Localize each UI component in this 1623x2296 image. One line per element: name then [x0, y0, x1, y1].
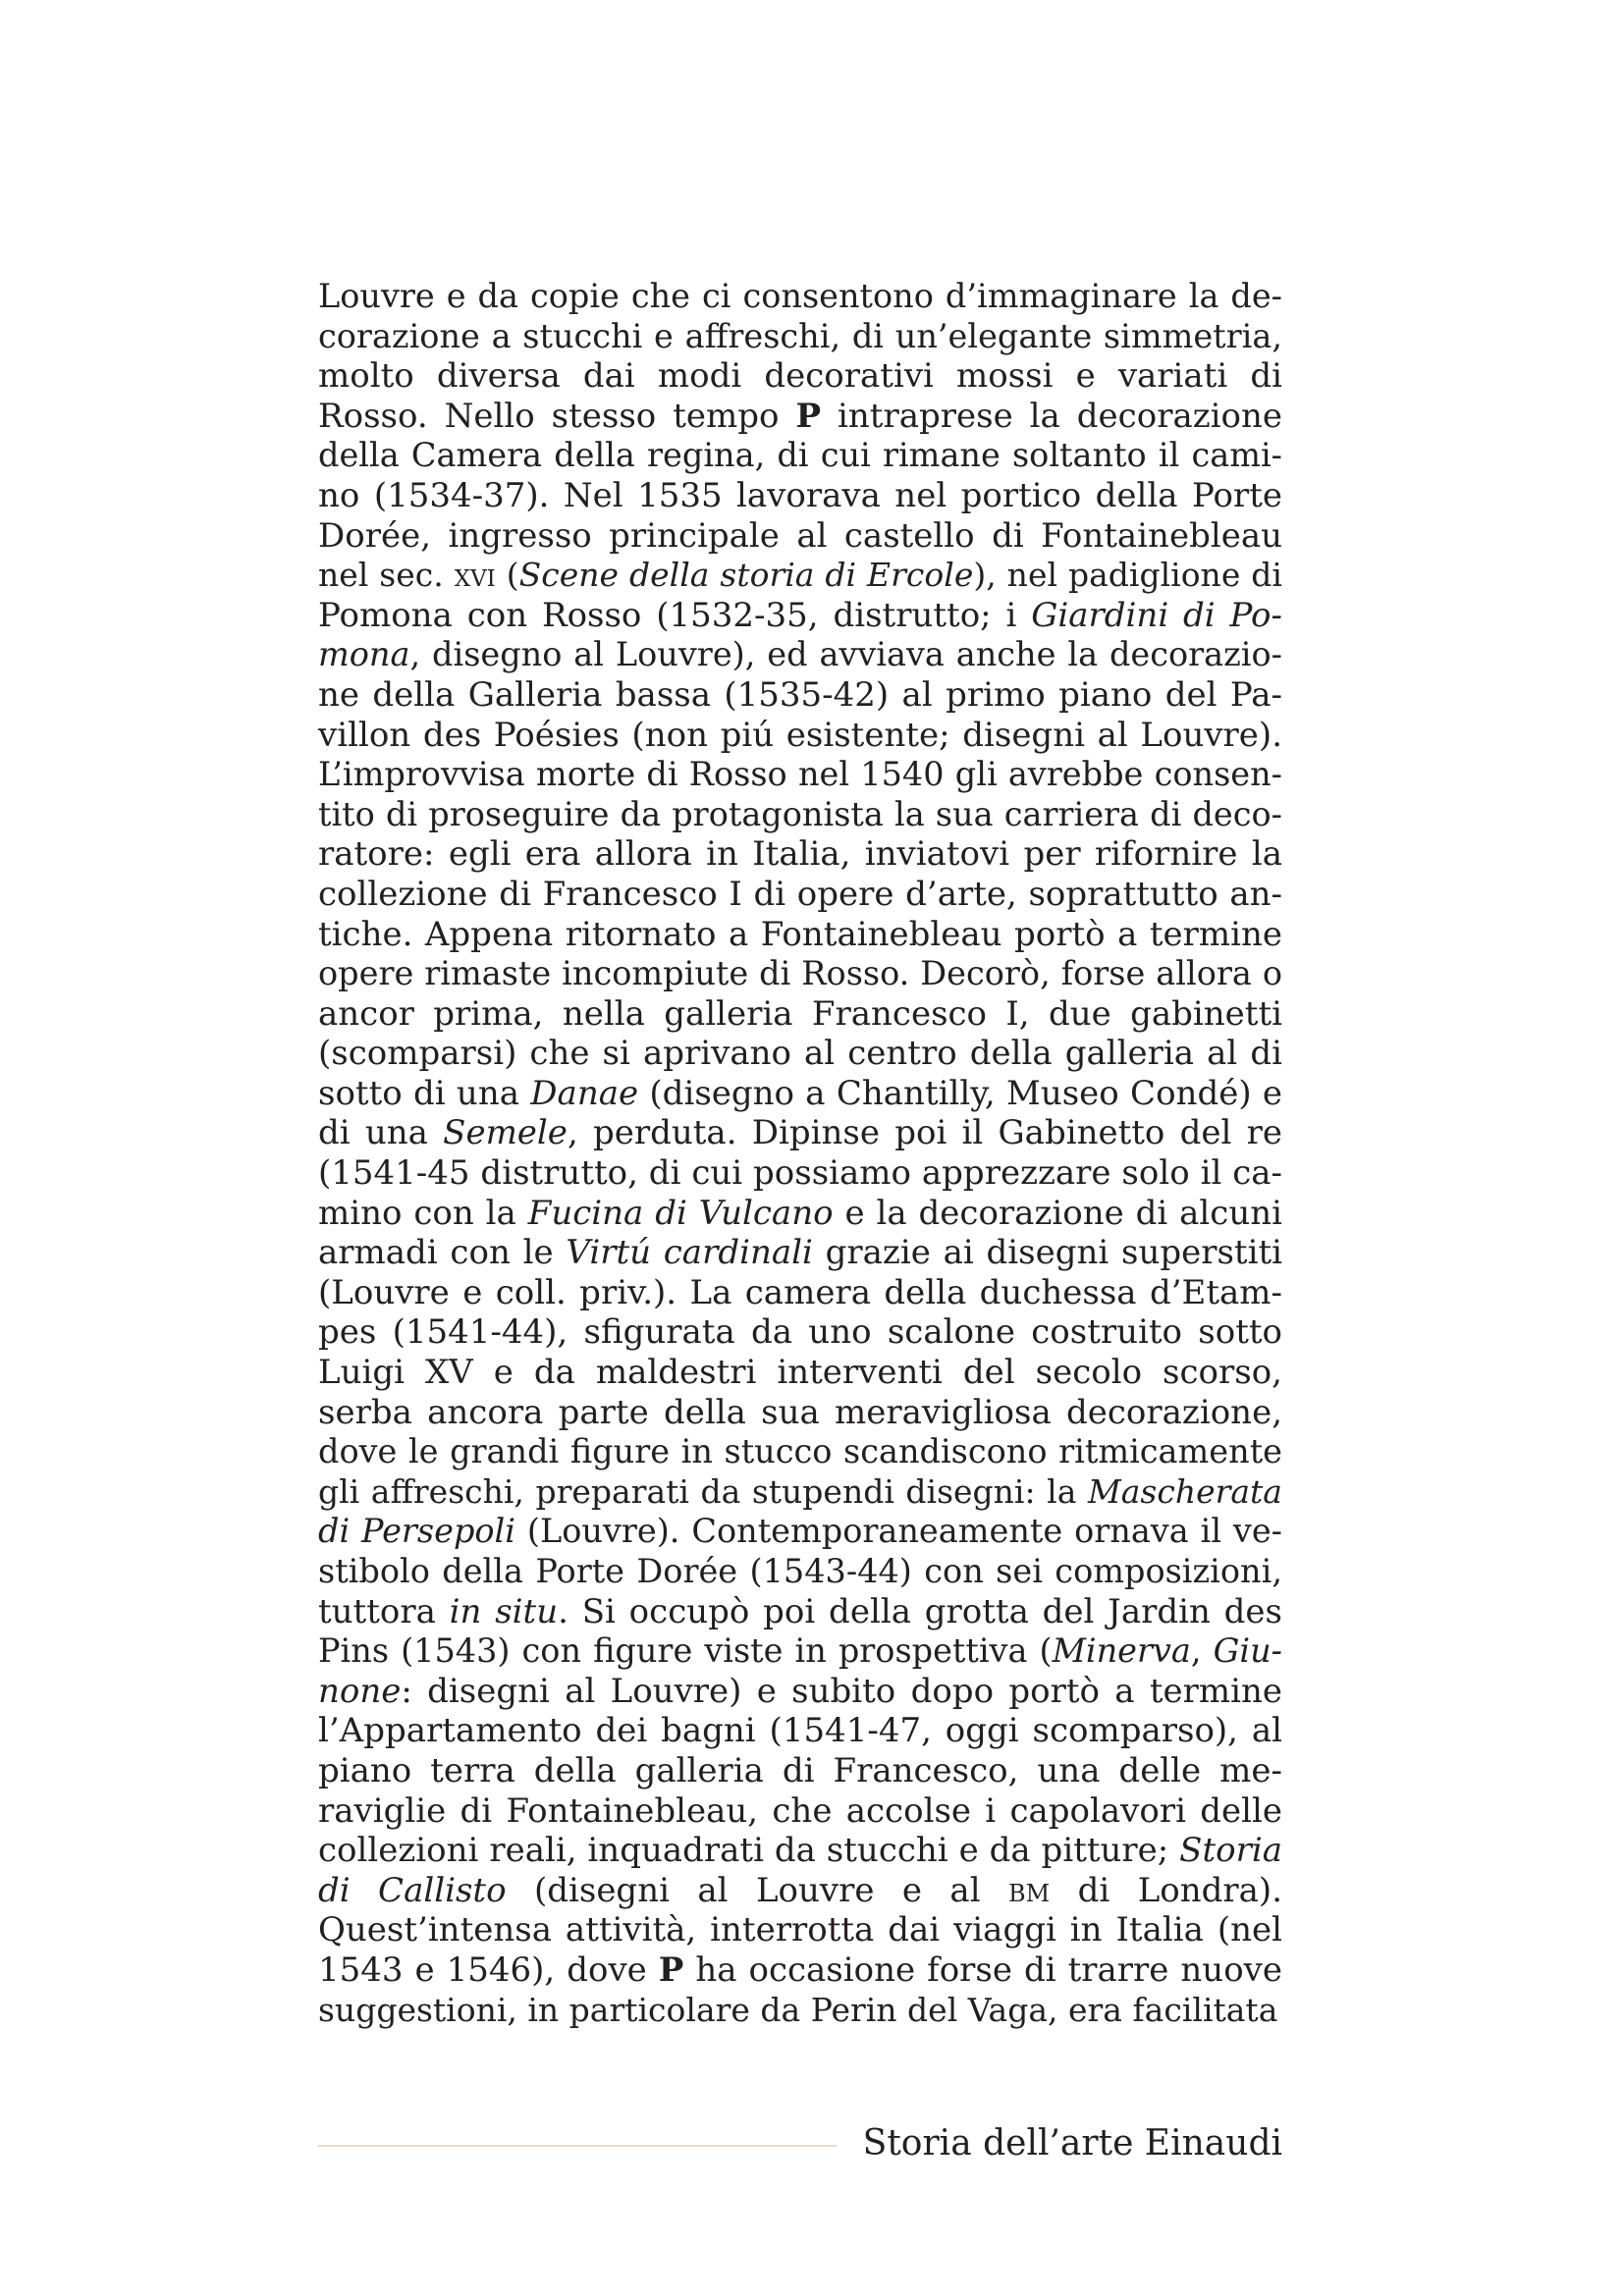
- text-segment: : disegni al Louvre) e subito dopo portò a termine: [401, 1671, 1282, 1711]
- text-line: [318, 1791, 1282, 1832]
- text-line: [318, 1552, 1282, 1592]
- text-segment: Storia: [1179, 1831, 1282, 1871]
- footer-title: Storia dell’arte Einaudi: [862, 2123, 1282, 2163]
- text-line: [318, 1393, 1282, 1433]
- text-segment: tiche. Appena ritornato a Fontainebleau portò a termine: [318, 914, 1282, 954]
- text-line: [318, 1312, 1282, 1353]
- text-segment: Virtú cardinali: [566, 1233, 813, 1273]
- text-segment: Luigi XV e da maldestri interventi del secolo scorso,: [318, 1353, 1282, 1393]
- text-line: [318, 516, 1282, 557]
- text-line: [318, 1113, 1282, 1153]
- text-segment: in situ: [449, 1591, 559, 1631]
- text-segment: di Callisto: [318, 1870, 507, 1910]
- text-segment: 1543 e 1546), dove: [318, 1949, 659, 1990]
- text-line: [318, 1711, 1282, 1751]
- text-line: [318, 795, 1282, 835]
- text-segment: L’improvvisa morte di Rosso nel 1540 gli avrebbe consen-: [318, 755, 1282, 794]
- text-segment: (disegno a Chantilly, Museo Condé) e: [638, 1073, 1282, 1113]
- text-segment: ratore: egli era allora in Italia, inviatovi per rifornire la: [318, 834, 1282, 875]
- text-segment: l’Appartamento dei bagni (1541-47, oggi scomparso), al: [318, 1711, 1282, 1751]
- text-line: [318, 1432, 1282, 1472]
- text-segment: collezione di Francesco I di opere d’arte, soprattutto an-: [318, 874, 1282, 914]
- text-line: [318, 1512, 1282, 1552]
- text-segment: Dorée, ingresso principale al castello di Fontainebleau: [318, 515, 1282, 556]
- text-line: [318, 1950, 1282, 1991]
- text-line: [318, 1991, 1282, 2031]
- text-line: [318, 1353, 1282, 1393]
- text-segment: intraprese la decorazione: [821, 396, 1282, 436]
- text-segment: molto diversa dai modi decorativi mossi e variati di: [318, 356, 1282, 397]
- text-segment: Minerva: [1052, 1631, 1191, 1671]
- text-segment: ha occasione forse di trarre nuove: [683, 1949, 1282, 1990]
- text-segment: Danae: [530, 1073, 639, 1113]
- text-line: [318, 436, 1282, 476]
- text-line: [318, 1153, 1282, 1194]
- text-line: [318, 1910, 1282, 1950]
- text-segment: Semele: [443, 1113, 568, 1153]
- text-segment: ,: [1190, 1631, 1214, 1671]
- text-segment: tuttora: [318, 1591, 450, 1631]
- text-segment: nel sec.: [318, 556, 455, 595]
- text-line: [318, 716, 1282, 756]
- text-line: [318, 317, 1282, 357]
- text-line: [318, 1273, 1282, 1313]
- text-line: [318, 1074, 1282, 1114]
- text-segment: no (1534-37). Nel 1535 lavorava nel portico della Porte: [318, 475, 1282, 515]
- text-segment: serba ancora parte della sua meravigliosa decorazione,: [318, 1392, 1282, 1432]
- text-line: [318, 1592, 1282, 1632]
- text-line: [318, 1194, 1282, 1234]
- text-line: [318, 397, 1282, 437]
- text-segment: Rosso. Nello stesso tempo: [318, 396, 796, 436]
- text-segment: Quest’intensa attività, interrotta dai viaggi in Italia (nel: [318, 1910, 1282, 1950]
- text-line: [318, 596, 1282, 636]
- text-line: [318, 1672, 1282, 1712]
- text-segment: grazie ai disegni superstiti: [812, 1233, 1283, 1273]
- text-segment: (1541-45 distrutto, di cui possiamo apprezzare solo il ca-: [318, 1153, 1282, 1194]
- body-text: [318, 277, 1282, 2030]
- text-segment: raviglie di Fontainebleau, che accolse i capolavori delle: [318, 1790, 1282, 1831]
- text-line: [318, 954, 1282, 994]
- text-segment: none: [318, 1671, 402, 1711]
- text-segment: corazione a stucchi e affreschi, di un’elegante simmetria,: [318, 316, 1282, 355]
- text-segment: (Louvre e coll. priv.). La camera della duchessa d’Etam-: [318, 1272, 1282, 1312]
- text-line: [318, 675, 1282, 716]
- text-line: [318, 635, 1282, 675]
- text-segment: P: [658, 1949, 684, 1990]
- text-segment: pes (1541-44), sfigurata da uno scalone costruito sotto: [318, 1312, 1282, 1353]
- text-line: [318, 915, 1282, 955]
- text-line: [318, 1751, 1282, 1791]
- text-segment: , disegno al Louvre), ed avviava anche la decorazio-: [409, 635, 1282, 674]
- text-line: [318, 356, 1282, 397]
- text-segment: xvi: [454, 556, 496, 595]
- text-segment: tito di proseguire da protagonista la sua carriera di deco-: [318, 794, 1282, 833]
- text-segment: Giu-: [1213, 1631, 1282, 1671]
- text-segment: Mascherata: [1087, 1471, 1282, 1511]
- text-line: [318, 1472, 1282, 1513]
- text-segment: ancor prima, nella galleria Francesco I, due gabinetti: [318, 993, 1282, 1034]
- text-segment: bm: [1008, 1870, 1051, 1910]
- text-segment: sotto di una: [318, 1073, 531, 1113]
- text-segment: Pomona con Rosso (1532-35, distrutto; i: [318, 595, 1032, 635]
- text-segment: Scene della storia di Ercole: [518, 556, 974, 595]
- text-line: [318, 1871, 1282, 1911]
- text-segment: (scomparsi) che si aprivano al centro della galleria al di: [318, 1034, 1282, 1074]
- text-segment: collezioni reali, inquadrati da stucchi e da pitture;: [318, 1831, 1180, 1871]
- text-line: [318, 1831, 1282, 1871]
- text-line: [318, 556, 1282, 596]
- text-segment: piano terra della galleria di Francesco, una delle me-: [318, 1750, 1282, 1790]
- text-segment: della Camera della regina, di cui rimane soltanto il cami-: [318, 436, 1282, 475]
- text-segment: di una: [318, 1113, 444, 1153]
- text-segment: suggestioni, in particolare da Perin del Vaga, era facilitata: [318, 1990, 1278, 2029]
- text-segment: di Persepoli: [318, 1512, 515, 1551]
- text-segment: mona: [318, 635, 410, 674]
- text-segment: Pins (1543) con figure viste in prospettiva (: [318, 1631, 1053, 1671]
- text-segment: (Louvre). Contemporaneamente ornava il ve-: [515, 1512, 1282, 1551]
- text-line: [318, 1631, 1282, 1672]
- text-segment: . Si occupò poi della grotta del Jardin des: [558, 1591, 1282, 1631]
- text-line: [318, 1233, 1282, 1273]
- text-segment: ne della Galleria bassa (1535-42) al primo piano del Pa-: [318, 674, 1282, 715]
- text-segment: opere rimaste incompiute di Rosso. Decorò, forse allora o: [318, 954, 1282, 993]
- text-line: [318, 277, 1282, 317]
- footer-rule: [318, 2145, 837, 2147]
- text-segment: P: [795, 396, 822, 436]
- text-line: [318, 476, 1282, 516]
- page-footer: [318, 2118, 1282, 2169]
- text-line: [318, 834, 1282, 875]
- text-segment: Fucina di Vulcano: [527, 1193, 834, 1233]
- text-segment: gli affreschi, preparati da stupendi disegni: la: [318, 1471, 1088, 1511]
- text-segment: armadi con le: [318, 1233, 567, 1273]
- text-segment: mino con la: [318, 1193, 528, 1233]
- text-segment: dove le grandi figure in stucco scandiscono ritmicamente: [318, 1432, 1282, 1471]
- text-line: [318, 755, 1282, 795]
- text-segment: villon des Poésies (non piú esistente; disegni al Louvre).: [318, 715, 1282, 755]
- text-segment: Louvre e da copie che ci consentono d’immaginare la de-: [318, 277, 1282, 315]
- text-segment: e la decorazione di alcuni: [833, 1193, 1283, 1233]
- text-segment: Giardini di Po-: [1031, 595, 1282, 635]
- text-segment: (: [495, 556, 519, 595]
- text-line: [318, 1034, 1282, 1074]
- text-segment: (disegni al Louvre e al: [506, 1870, 1008, 1910]
- text-line: [318, 994, 1282, 1035]
- text-segment: , perduta. Dipinse poi il Gabinetto del re: [567, 1113, 1282, 1153]
- text-segment: di Londra).: [1050, 1870, 1282, 1910]
- text-segment: stibolo della Porte Dorée (1543-44) con sei composizioni,: [318, 1552, 1282, 1590]
- text-line: [318, 875, 1282, 915]
- text-segment: ), nel padiglione di: [973, 556, 1282, 595]
